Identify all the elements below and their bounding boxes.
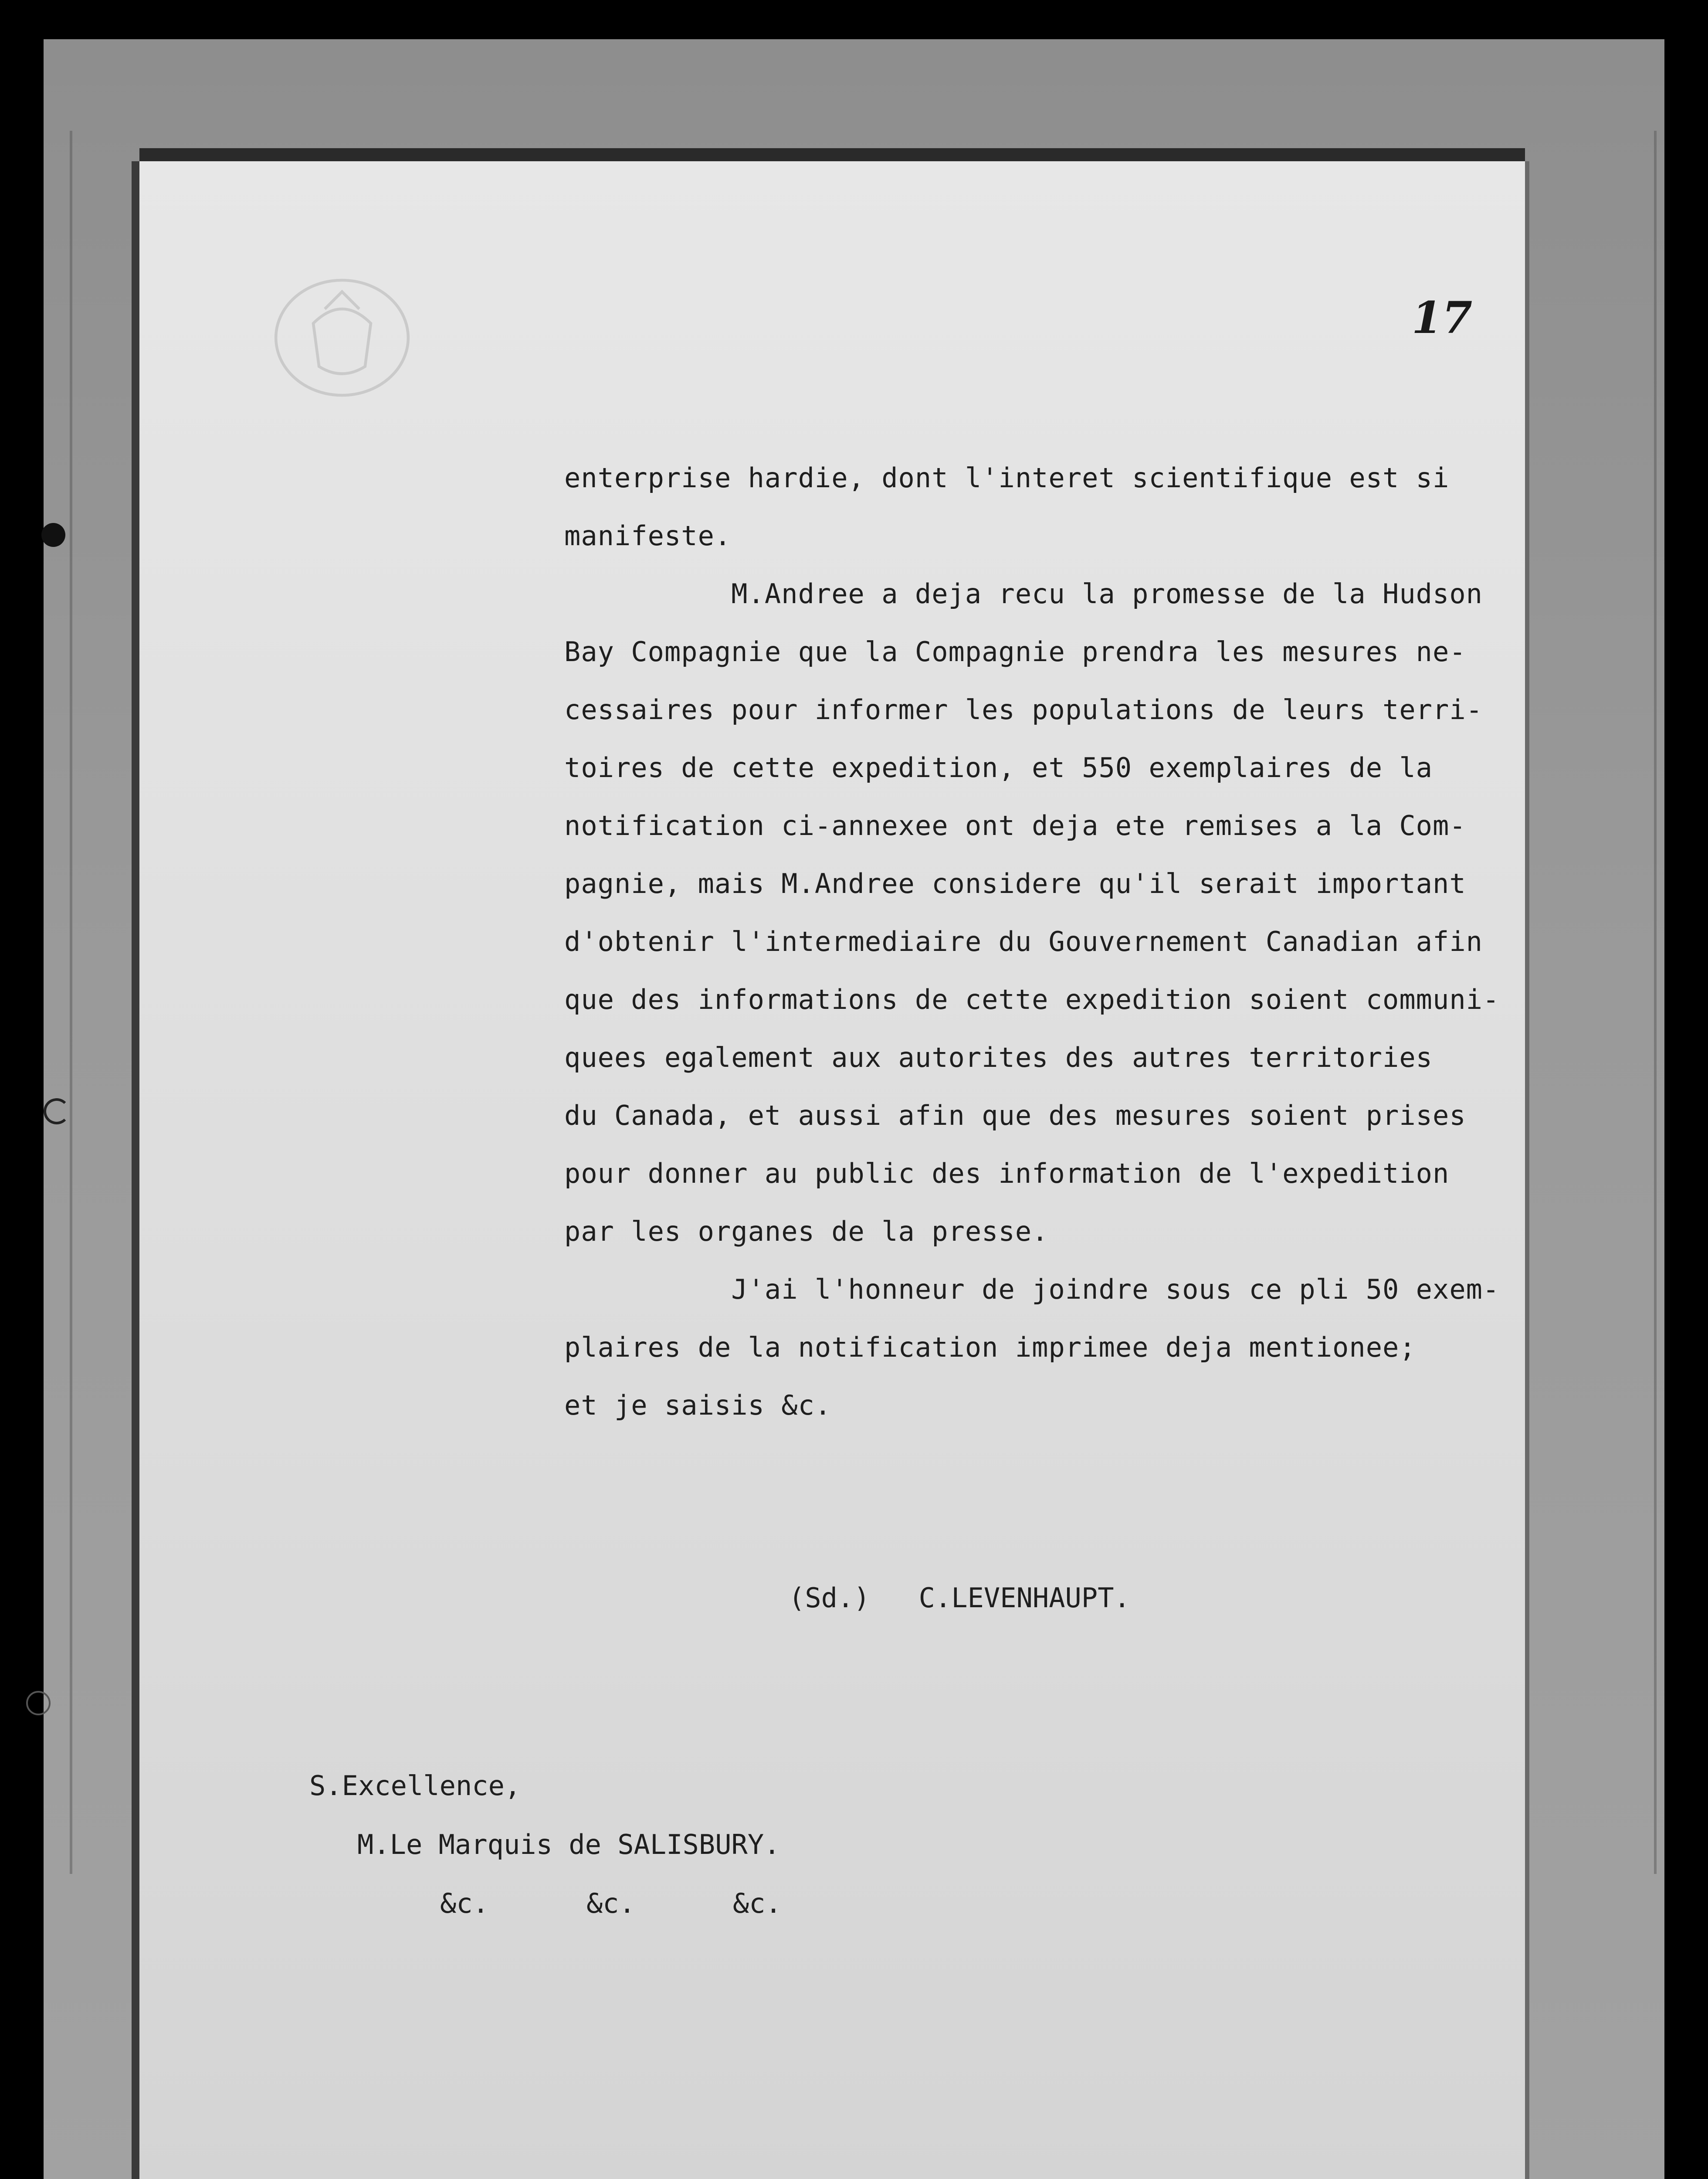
addressee-block xyxy=(309,1756,782,1933)
punch-hole xyxy=(44,1098,70,1124)
punch-hole xyxy=(26,1691,51,1715)
body-line: pour donner au public des information de l'expedition xyxy=(564,1157,1450,1189)
body-line: toires de cette expedition, et 550 exemplaires de la xyxy=(564,752,1433,784)
body-line: du Canada, et aussi afin que des mesures soient prises xyxy=(564,1100,1466,1131)
body-line: quees egalement aux autorites des autres territories xyxy=(564,1042,1433,1073)
document-sheet xyxy=(139,161,1525,2179)
body-line: que des informations de cette expedition soient communi- xyxy=(564,984,1500,1015)
body-line: par les organes de la presse. xyxy=(564,1215,1049,1247)
body-line: pagnie, mais M.Andree considere qu'il serait important xyxy=(564,868,1466,899)
body-line: M.Andree a deja recu la promesse de la Hudson xyxy=(564,578,1483,610)
body-line: manifeste. xyxy=(564,520,732,552)
addressee-name: M.Le Marquis de SALISBURY. xyxy=(357,1829,780,1860)
body-line: d'obtenir l'intermediaire du Gouvernement Canadian afin xyxy=(564,926,1483,957)
addressee-etc: &c. &c. &c. xyxy=(440,1887,782,1919)
body-line: cessaires pour informer les populations de leurs terri- xyxy=(564,694,1483,726)
signature-line: (Sd.) C.LEVENHAUPT. xyxy=(789,1582,1130,1614)
embossed-seal-icon xyxy=(270,266,414,410)
body-line: J'ai l'honneur de joindre sous ce pli 50 exem- xyxy=(564,1273,1500,1305)
punch-hole xyxy=(41,523,65,547)
body-line: notification ci-annexee ont deja ete remises a la Com- xyxy=(564,810,1466,842)
body-line: enterprise hardie, dont l'interet scientifique est si xyxy=(564,462,1450,494)
body-line: plaires de la notification imprimee deja mentionee; xyxy=(564,1331,1416,1363)
body-line: Bay Compagnie que la Compagnie prendra les mesures ne- xyxy=(564,636,1466,668)
page-number: 17 xyxy=(1412,292,1473,343)
letter-body xyxy=(564,449,1654,1434)
body-line: et je saisis &c. xyxy=(564,1389,832,1421)
addressee-title: S.Excellence, xyxy=(309,1770,521,1802)
